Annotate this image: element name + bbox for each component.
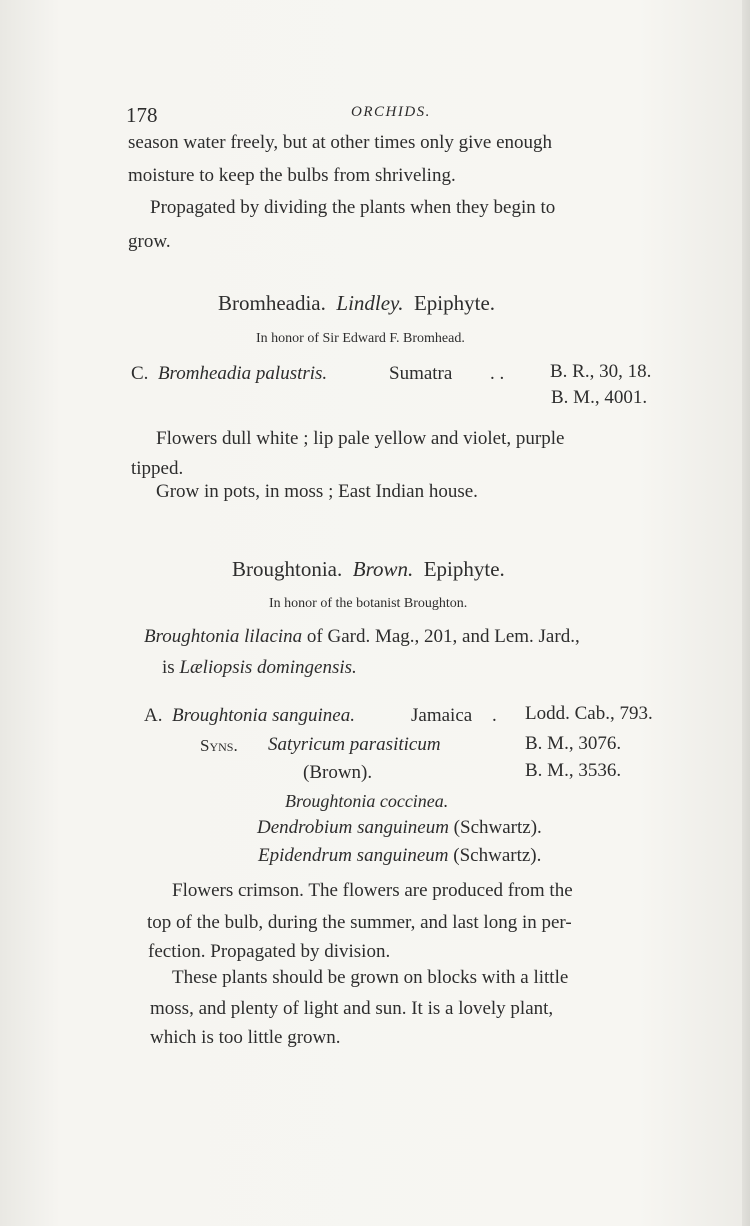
intro-line-2: moisture to keep the bulbs from shriveling. xyxy=(128,165,456,186)
bromheadia-heading xyxy=(218,291,495,316)
reference-1: Lodd. Cab., 793. xyxy=(525,703,653,724)
synonym-3-line xyxy=(257,817,542,839)
page-edge xyxy=(742,0,750,1226)
broughtonia-desc-2: top of the bulb, during the summer, and last long in per- xyxy=(147,912,572,933)
bromheadia-entry xyxy=(131,363,327,385)
synonym-3: Dendrobium sanguineum xyxy=(257,817,449,838)
species-locale: Jamaica xyxy=(411,705,473,726)
broughtonia-desc-6: which is too little grown. xyxy=(150,1027,341,1048)
broughtonia-note-2 xyxy=(162,657,357,679)
intro-line-1: season water freely, but at other times only give enough xyxy=(128,132,553,153)
reference-2: B. M., 4001. xyxy=(551,387,648,408)
reference-1: B. R., 30, 18. xyxy=(550,361,652,382)
genus-author: Brown. xyxy=(352,557,414,581)
broughtonia-entry xyxy=(144,705,355,727)
bromheadia-desc-2: tipped. xyxy=(131,458,184,479)
running-title: ORCHIDS. xyxy=(351,104,431,120)
entry-marker: C. xyxy=(131,363,149,384)
note-text: of Gard. Mag., 201, and Lem. Jard., xyxy=(302,626,580,647)
note-species: Broughtonia lilacina xyxy=(144,626,303,647)
species-locale: Sumatra xyxy=(389,363,453,384)
synonym-4-line xyxy=(258,845,541,867)
genus-habit: Epiphyte. xyxy=(413,291,496,315)
bromheadia-desc-1: Flowers dull white ; lip pale yellow and violet, purple xyxy=(156,428,565,449)
broughtonia-desc-1: Flowers crimson. The flowers are produced from the xyxy=(172,880,573,901)
bromheadia-honor: In honor of Sir Edward F. Bromhead. xyxy=(256,331,465,346)
entry-marker: A. xyxy=(144,705,163,726)
genus-author: Lindley. xyxy=(336,291,404,315)
synonym-1-author: (Brown). xyxy=(303,762,373,783)
broughtonia-desc-4: These plants should be grown on blocks with a little xyxy=(172,967,569,988)
species-name: Broughtonia sanguinea. xyxy=(171,705,355,726)
species-name: Bromheadia palustris. xyxy=(157,363,328,384)
synonym-3-author: (Schwartz). xyxy=(448,817,542,838)
synonym-4-author: (Schwartz). xyxy=(448,845,542,866)
reference-3: B. M., 3536. xyxy=(525,760,622,781)
genus-name: Bromheadia. xyxy=(218,291,326,315)
bromheadia-desc-3: Grow in pots, in moss ; East Indian house. xyxy=(156,481,478,502)
synonym-4: Epidendrum sanguineum xyxy=(258,845,449,866)
synonyms-label: Syns. xyxy=(200,736,238,755)
broughtonia-desc-5: moss, and plenty of light and sun. It is a lovely plant, xyxy=(150,998,554,1019)
synonym-1: Satyricum parasiticum xyxy=(268,734,441,755)
synonym-2: Broughtonia coccinea. xyxy=(285,791,449,811)
broughtonia-honor: In honor of the botanist Broughton. xyxy=(269,596,468,611)
broughtonia-heading xyxy=(232,557,505,582)
page-number: 178 xyxy=(126,103,158,127)
intro-line-4: grow. xyxy=(128,231,171,252)
genus-habit: Epiphyte. xyxy=(423,557,505,581)
reference-2: B. M., 3076. xyxy=(525,733,622,754)
genus-name: Broughtonia. xyxy=(232,557,343,581)
leader-dots: . . xyxy=(490,363,505,384)
leader-dot: . xyxy=(492,705,497,726)
note-is: is xyxy=(162,657,180,678)
broughtonia-desc-3: fection. Propagated by division. xyxy=(148,941,391,962)
intro-line-3: Propagated by dividing the plants when they begin to xyxy=(150,197,556,218)
note-synonym: Læliopsis domingensis. xyxy=(179,657,357,678)
broughtonia-note-1 xyxy=(144,626,580,648)
